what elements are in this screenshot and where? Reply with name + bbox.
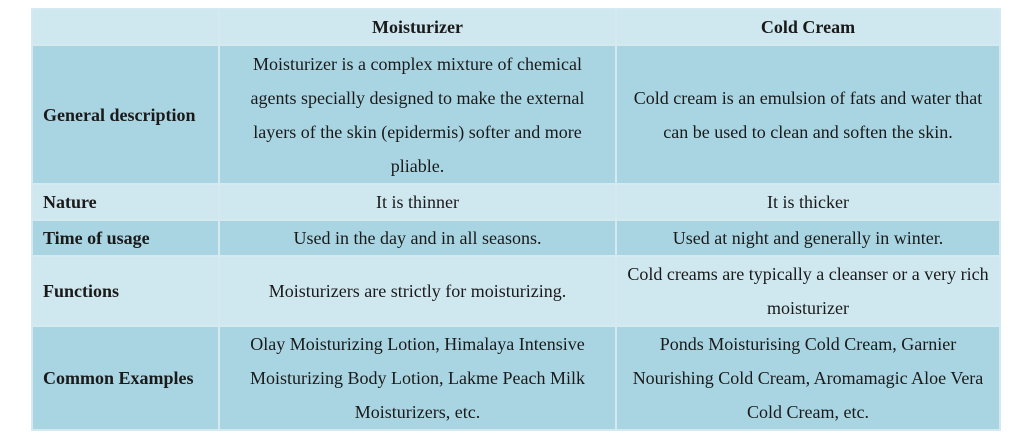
row-label-common-examples: Common Examples — [32, 326, 219, 430]
table-row — [32, 220, 1000, 256]
row-label-time-of-usage: Time of usage — [32, 220, 219, 256]
cell-cold-cream-examples: Ponds Moisturising Cold Cream, Garnier Nourishing Cold Cream, Aromamagic Aloe Vera Cold Cream, etc. — [616, 326, 1000, 430]
cell-moisturizer-functions: Moisturizers are strictly for moisturizing. — [219, 256, 616, 326]
table-row — [32, 256, 1000, 326]
row-label-functions: Functions — [32, 256, 219, 326]
cell-cold-cream-description: Cold cream is an emulsion of fats and water that can be used to clean and soften the skin. — [616, 45, 1000, 184]
cell-moisturizer-nature: It is thinner — [219, 184, 616, 220]
cell-cold-cream-time-of-usage: Used at night and generally in winter. — [616, 220, 1000, 256]
comparison-table — [31, 8, 1001, 431]
header-row — [32, 9, 1000, 45]
table-row — [32, 326, 1000, 430]
corner-cell — [32, 9, 219, 45]
row-label-nature: Nature — [32, 184, 219, 220]
cell-moisturizer-description: Moisturizer is a complex mixture of chemical agents specially designed to make the external layers of the skin (epidermis) softer and more pliable. — [219, 45, 616, 184]
cell-cold-cream-functions: Cold creams are typically a cleanser or a very rich moisturizer — [616, 256, 1000, 326]
table-row — [32, 184, 1000, 220]
comparison-table-container — [31, 8, 1001, 431]
cell-moisturizer-time-of-usage: Used in the day and in all seasons. — [219, 220, 616, 256]
row-label-general-description: General description — [32, 45, 219, 184]
column-header-moisturizer: Moisturizer — [219, 9, 616, 45]
table-row — [32, 45, 1000, 184]
column-header-cold-cream: Cold Cream — [616, 9, 1000, 45]
cell-cold-cream-nature: It is thicker — [616, 184, 1000, 220]
cell-moisturizer-examples: Olay Moisturizing Lotion, Himalaya Intensive Moisturizing Body Lotion, Lakme Peach Milk Moisturizers, etc. — [219, 326, 616, 430]
